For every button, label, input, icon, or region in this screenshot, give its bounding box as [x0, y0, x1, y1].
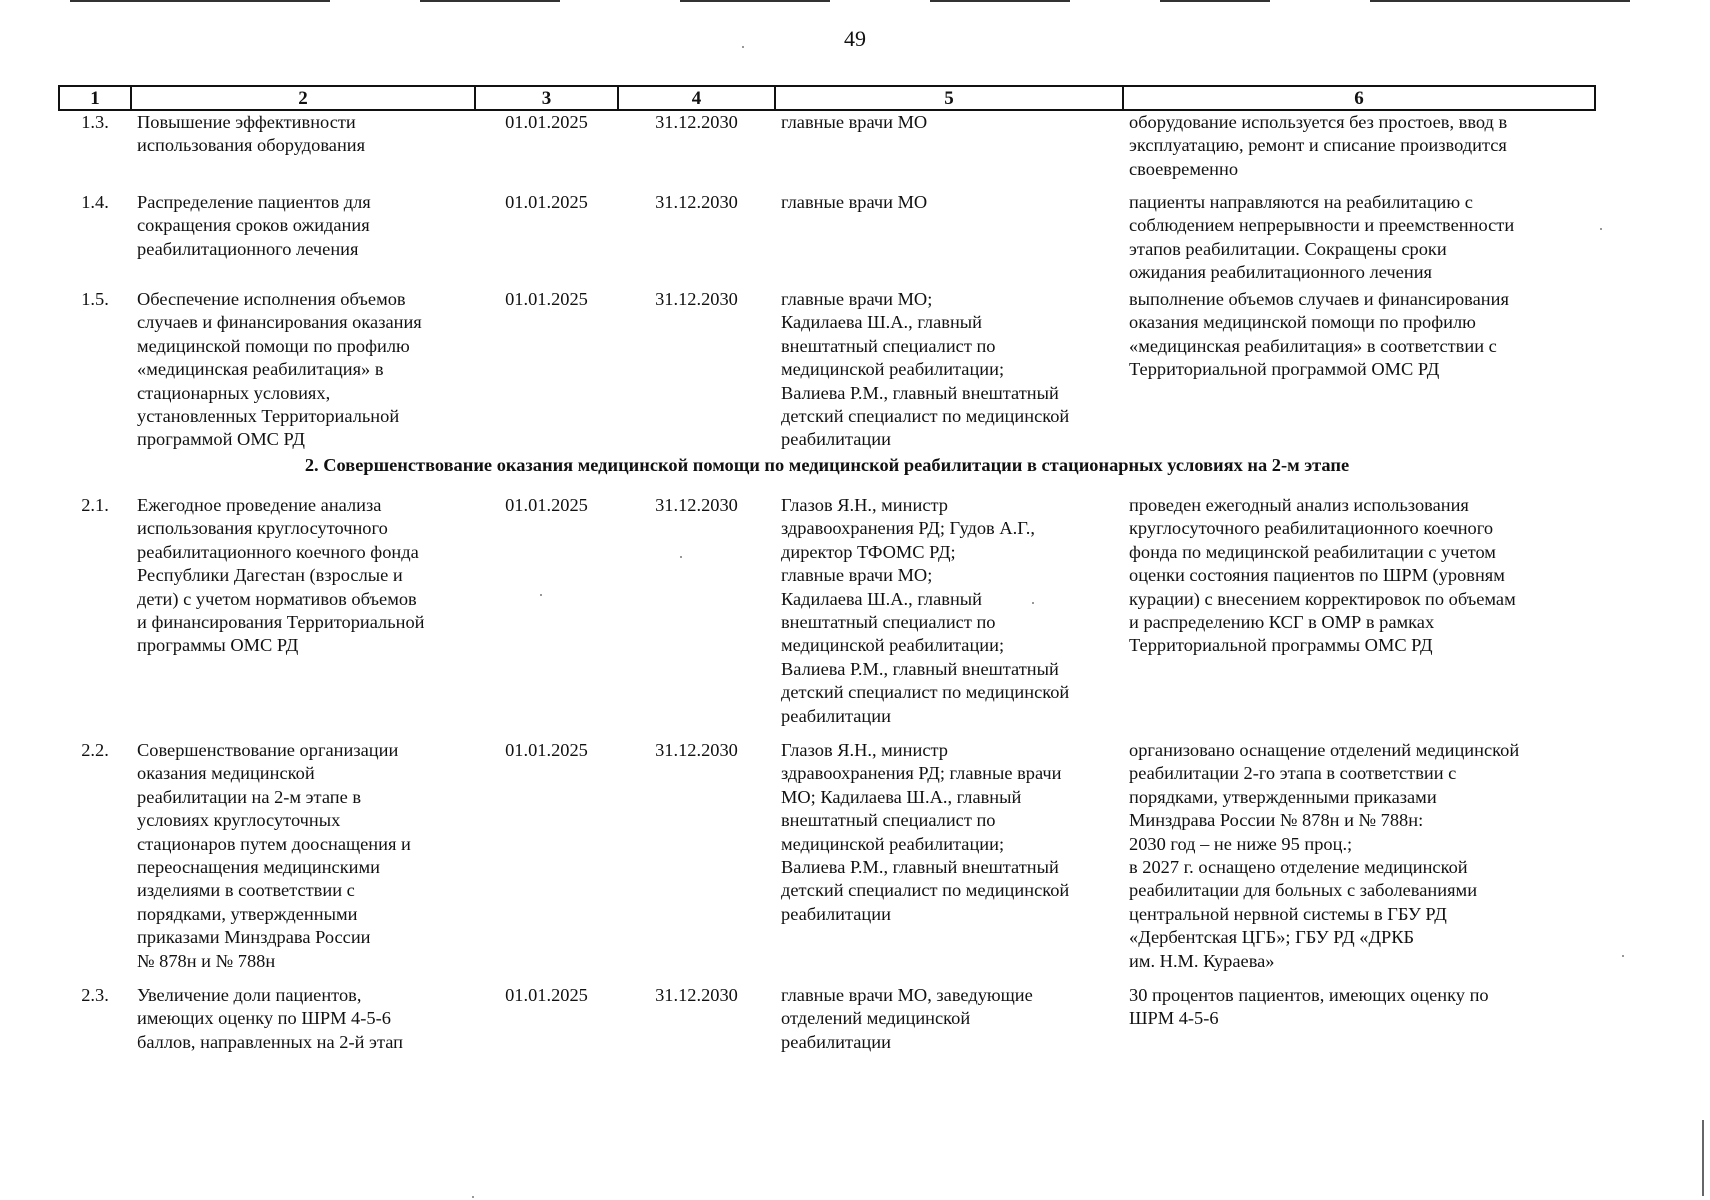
section-heading-row	[59, 454, 1595, 494]
scan-top-line	[420, 0, 560, 2]
scan-top-line	[1370, 0, 1630, 2]
scan-edge-mark	[1702, 1120, 1704, 1196]
responsible-text: главные врачи МО, заведующие отделений медицинской реабилитации	[781, 985, 1033, 1052]
column-number-header-row	[59, 86, 1595, 110]
expected-result-text: организовано оснащение отделений медицинской реабилитации 2-го этапа в соответствии с порядками, утвержденными приказами Минздрава России № 878н и № 788н: 2030 год – не ниже 95 проц.; в 2027 г. оснащено отделение медицинской реабилитации для больных с заболеваниями центральной нервной системы в ГБУ РД «Дербентская ЦГБ»; ГБУ РД «ДРКБ им. Н.М. Кураева»	[1129, 740, 1520, 971]
expected-result-text: пациенты направляются на реабилитацию с соблюдением непрерывности и преемственности этапов реабилитации. Сокращены сроки ожидания реабилитационного лечения	[1129, 192, 1515, 283]
expected-result-text: оборудование используется без простоев, ввод в эксплуатацию, ремонт и списание производится своевременно	[1129, 112, 1508, 179]
responsible	[775, 288, 1123, 454]
expected-result-text: 30 процентов пациентов, имеющих оценку по ШРМ 4-5-6	[1129, 985, 1489, 1029]
expected-result	[1123, 739, 1595, 984]
table-row	[59, 110, 1595, 191]
measure-name-text: Обеспечение исполнения объемов случаев и финансирования оказания медицинской помощи по профилю «медицинская реабилитация» в стационарных условиях, установленных Территориальной программой ОМС РД	[137, 289, 422, 450]
scan-top-line	[1160, 0, 1270, 2]
measure-name	[131, 739, 475, 984]
col-header-4: 4	[618, 86, 775, 110]
measure-name-text: Ежегодное проведение анализа использования круглосуточного реабилитационного коечного фонда Республики Дагестан (взрослые и дети) с учетом нормативов объемов и финансирования Территориальной программы ОМС РД	[137, 495, 425, 656]
measure-name-text: Увеличение доли пациентов, имеющих оценку по ШРМ 4-5-6 баллов, направленных на 2-й этап	[137, 985, 403, 1052]
start-date: 01.01.2025	[505, 740, 588, 760]
item-number: 2.2.	[81, 740, 109, 760]
responsible	[775, 739, 1123, 984]
col-header-1: 1	[59, 86, 131, 110]
section-2-title: 2. Совершенствование оказания медицинской помощи по медицинской реабилитации в стационарных условиях на 2-м этапе	[304, 455, 1350, 475]
scan-speck	[472, 1196, 474, 1198]
scan-speck	[1600, 228, 1602, 230]
table-row	[59, 494, 1595, 739]
start-date: 01.01.2025	[505, 289, 588, 309]
table-row	[59, 984, 1595, 1054]
col-header-3: 3	[475, 86, 618, 110]
responsible	[775, 110, 1123, 191]
measures-table	[58, 85, 1596, 1054]
responsible	[775, 494, 1123, 739]
end-date: 31.12.2030	[655, 192, 738, 212]
scan-top-line	[70, 0, 330, 2]
expected-result	[1123, 110, 1595, 191]
expected-result	[1123, 984, 1595, 1054]
expected-result	[1123, 494, 1595, 739]
responsible-text: Глазов Я.Н., министр здравоохранения РД; главные врачи МО; Кадилаева Ш.А., главный внештатный специалист по медицинской реабилитации; Валиева Р.М., главный внештатный детский специалист по медицинской реабилитации	[781, 740, 1070, 924]
item-number: 1.5.	[81, 289, 109, 309]
responsible	[775, 984, 1123, 1054]
responsible-text: Глазов Я.Н., министр здравоохранения РД; Гудов А.Г., директор ТФОМС РД; главные врачи МО; Кадилаева Ш.А., главный внештатный специалист по медицинской реабилитации; Валиева Р.М., главный внештатный детский специалист по медицинской реабилитации	[781, 495, 1070, 726]
responsible-text: главные врачи МО	[781, 112, 928, 132]
item-number: 1.4.	[81, 192, 109, 212]
responsible	[775, 191, 1123, 288]
item-number: 2.1.	[81, 495, 109, 515]
responsible-text: главные врачи МО; Кадилаева Ш.А., главный внештатный специалист по медицинской реабилитации; Валиева Р.М., главный внештатный детский специалист по медицинской реабилитации	[781, 289, 1070, 450]
measure-name-text: Распределение пациентов для сокращения сроков ожидания реабилитационного лечения	[137, 192, 371, 259]
expected-result	[1123, 288, 1595, 454]
table-row	[59, 191, 1595, 288]
end-date: 31.12.2030	[655, 740, 738, 760]
measure-name-text: Совершенствование организации оказания медицинской реабилитации на 2-м этапе в условиях круглосуточных стационаров путем дооснащения и переоснащения медицинскими изделиями в соответствии с порядками, утвержденными приказами Минздрава России № 878н и № 788н	[137, 740, 411, 971]
scan-top-line	[930, 0, 1070, 2]
item-number: 1.3.	[81, 112, 109, 132]
start-date: 01.01.2025	[505, 985, 588, 1005]
end-date: 31.12.2030	[655, 495, 738, 515]
measure-name	[131, 110, 475, 191]
table-row	[59, 288, 1595, 454]
measure-name	[131, 984, 475, 1054]
start-date: 01.01.2025	[505, 495, 588, 515]
start-date: 01.01.2025	[505, 112, 588, 132]
responsible-text: главные врачи МО	[781, 192, 928, 212]
col-header-6: 6	[1123, 86, 1595, 110]
item-number: 2.3.	[81, 985, 109, 1005]
measure-name	[131, 288, 475, 454]
expected-result-text: выполнение объемов случаев и финансирования оказания медицинской помощи по профилю «медицинская реабилитация» в соответствии с Территориальной программой ОМС РД	[1129, 289, 1509, 380]
end-date: 31.12.2030	[655, 112, 738, 132]
scan-speck	[1622, 955, 1624, 957]
measure-name	[131, 191, 475, 288]
measure-name-text: Повышение эффективности использования оборудования	[137, 112, 366, 156]
start-date: 01.01.2025	[505, 192, 588, 212]
end-date: 31.12.2030	[655, 985, 738, 1005]
table-row	[59, 739, 1595, 984]
page-number: 49	[844, 26, 866, 51]
measure-name	[131, 494, 475, 739]
col-header-5: 5	[775, 86, 1123, 110]
expected-result-text: проведен ежегодный анализ использования круглосуточного реабилитационного коечного фонда по медицинской реабилитации с учетом оценки состояния пациентов по ШРМ (уровням курации) с внесением корректировок по объемам и распределению КСГ в ОМР в рамках Территориальной программы ОМС РД	[1129, 495, 1516, 656]
expected-result	[1123, 191, 1595, 288]
scan-top-line	[680, 0, 830, 2]
end-date: 31.12.2030	[655, 289, 738, 309]
col-header-2: 2	[131, 86, 475, 110]
